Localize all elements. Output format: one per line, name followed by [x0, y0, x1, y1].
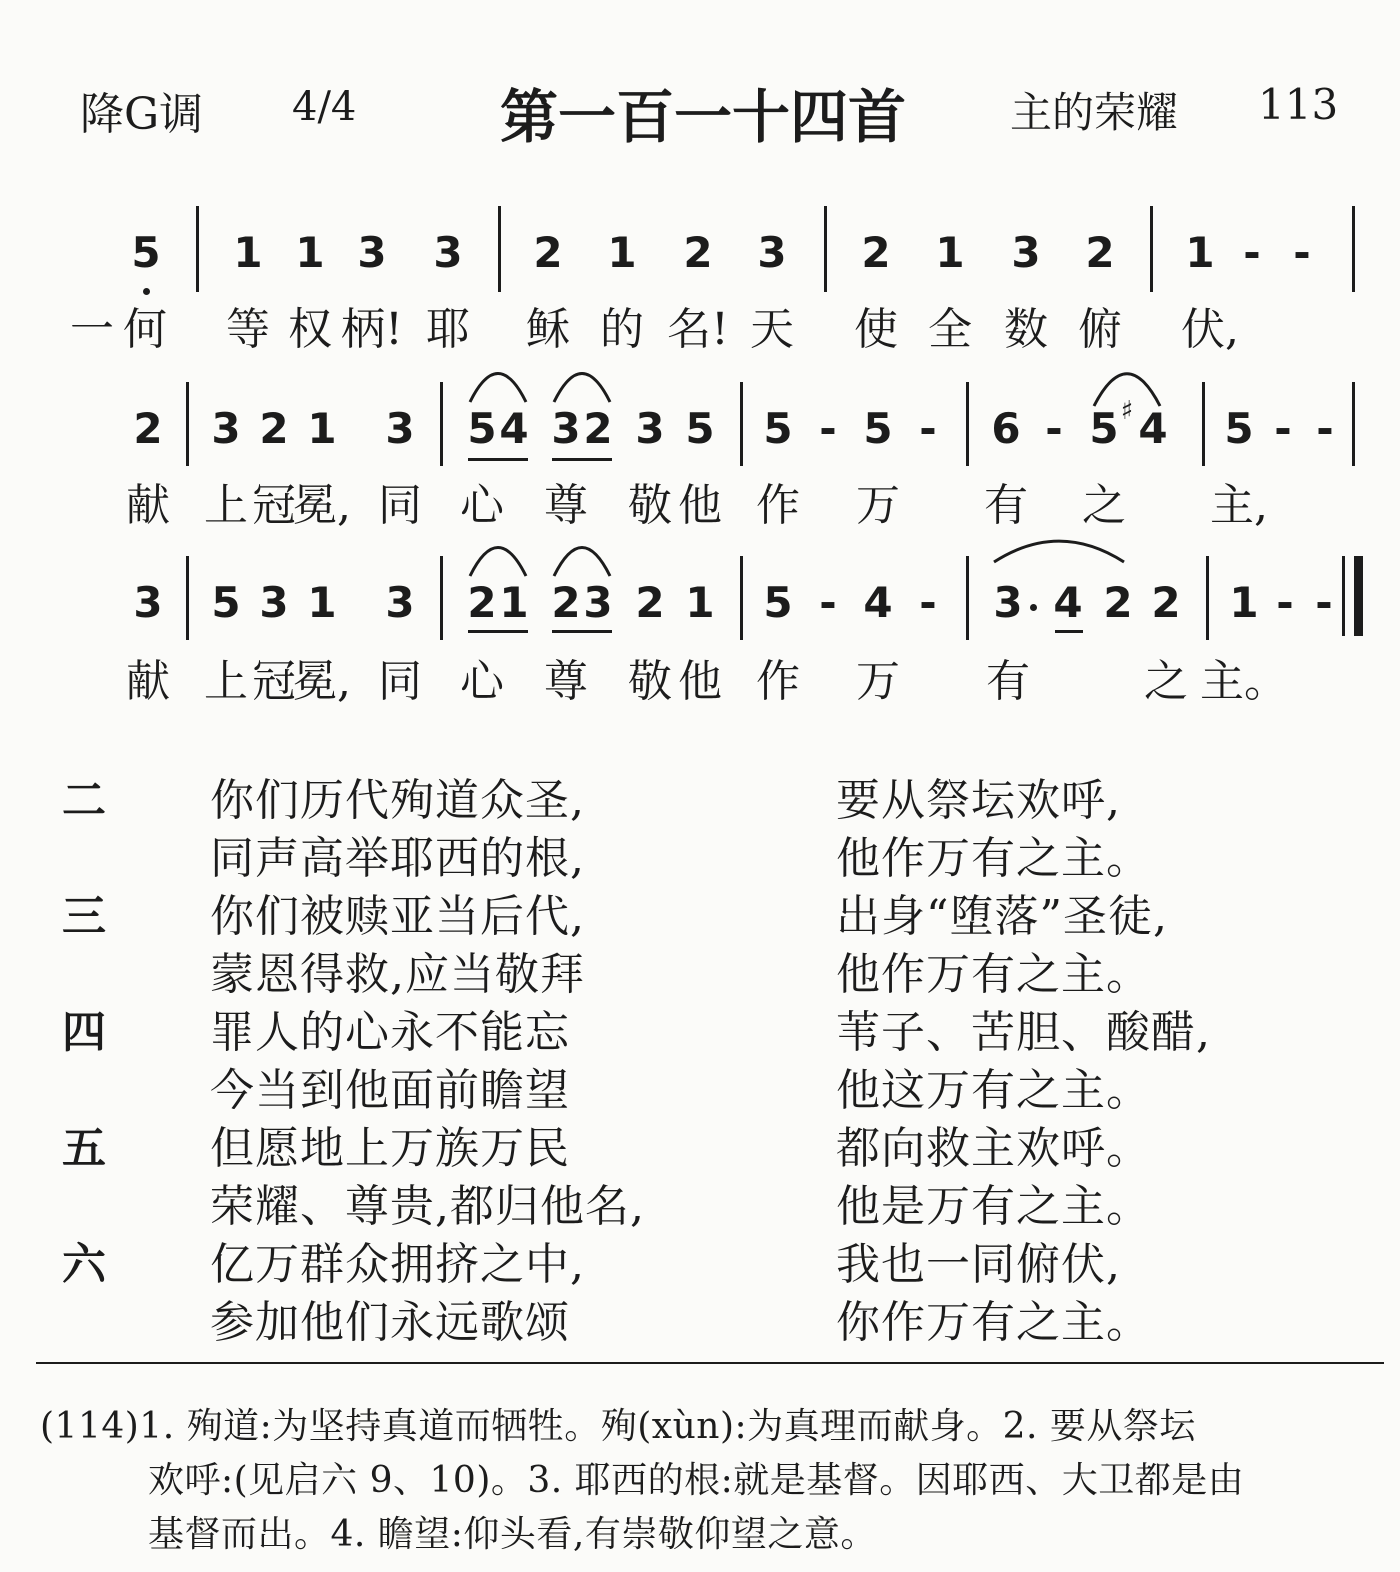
lyric-syllable: 天 [750, 304, 794, 355]
lower-octave-dot [143, 288, 150, 295]
bar-line [440, 556, 443, 640]
bar-line [498, 206, 501, 292]
lyric-syllable: 尊 [544, 656, 588, 707]
note: 2 [1151, 578, 1181, 627]
note: 3 [259, 578, 289, 627]
lyric-syllable: 献 [126, 656, 170, 707]
note: 1 [935, 228, 965, 277]
slur-tie [994, 540, 1124, 562]
verse-line-left: 你们历代殉道众圣, [210, 775, 585, 826]
note: 3 [757, 228, 787, 277]
verse-number: 四 [62, 1007, 106, 1058]
note: 4 [1053, 578, 1083, 627]
note: 6 [991, 404, 1021, 453]
note: - [919, 404, 937, 453]
note: - [1316, 404, 1334, 453]
page-number: 113 [1258, 80, 1339, 129]
eighth-note-underline [552, 630, 612, 633]
note: 5 [131, 228, 161, 277]
note: 1 [685, 578, 715, 627]
note: 2 [533, 228, 563, 277]
note: 1 [233, 228, 263, 277]
verse-line-left: 你们被赎亚当后代, [210, 891, 585, 942]
lyric-syllable: 一 [70, 304, 114, 355]
lyric-syllable: 全 [928, 304, 972, 355]
lyric-syllable: 心 [460, 656, 504, 707]
lyric-syllable: 权 [288, 304, 332, 355]
dotted-note-dot [1030, 604, 1037, 611]
note: 2 [683, 228, 713, 277]
lyric-syllable: 敬 [628, 656, 672, 707]
eighth-note-underline [552, 458, 612, 461]
note: - [1045, 404, 1063, 453]
note: 2 [259, 404, 289, 453]
lyric-syllable: 主, [1210, 480, 1268, 531]
note: - [1243, 228, 1261, 277]
verse-line-right: 你作万有之主。 [836, 1297, 1151, 1348]
lyric-syllable: 冠 [252, 656, 296, 707]
slur-tie [554, 546, 610, 576]
bar-line [966, 382, 969, 466]
note: 2 [551, 578, 581, 627]
slur-tie [554, 372, 610, 402]
note: 2 [861, 228, 891, 277]
note: 3 [635, 404, 665, 453]
bar-line [196, 206, 199, 292]
eighth-note-underline [1055, 630, 1083, 633]
verse-line-right: 他作万有之主。 [836, 833, 1151, 884]
hymn-name: 主的荣耀 [1010, 88, 1179, 137]
lyric-syllable: 柄! [341, 304, 403, 355]
lyric-syllable: 数 [1004, 304, 1048, 355]
final-bar-thin-line [1342, 556, 1345, 636]
verse-line-left: 参加他们永远歌颂 [210, 1297, 570, 1348]
verse-number: 三 [62, 891, 106, 942]
note: 1 [499, 578, 529, 627]
note: 5 [863, 404, 893, 453]
note: - [1274, 404, 1292, 453]
lyric-syllable: 有 [984, 480, 1028, 531]
note: - [1276, 578, 1294, 627]
lyric-syllable: 主。 [1200, 656, 1288, 707]
lyric-syllable: 上 [204, 656, 248, 707]
note: 3 [433, 228, 463, 277]
slur-tie [470, 372, 526, 402]
note: 3 [993, 578, 1023, 627]
lyric-syllable: 俯 [1078, 304, 1122, 355]
note: 2 [635, 578, 665, 627]
lyric-syllable: 敬 [628, 480, 672, 531]
note: 3 [385, 404, 415, 453]
verse-line-right: 出身“堕落”圣徒, [836, 891, 1168, 942]
lyric-syllable: 稣 [526, 304, 570, 355]
note: 5 [1224, 404, 1254, 453]
note: 1 [1185, 228, 1215, 277]
note: - [919, 578, 937, 627]
note: - [819, 404, 837, 453]
bar-line [186, 556, 189, 640]
slur-tie [1094, 372, 1160, 406]
lyric-syllable: 耶 [426, 304, 470, 355]
note: 3 [357, 228, 387, 277]
slur-tie [470, 546, 526, 576]
lyric-syllable: 上 [204, 480, 248, 531]
verse-number: 六 [62, 1239, 106, 1290]
bar-line [1206, 556, 1209, 640]
verse-number: 二 [62, 775, 106, 826]
verse-line-left: 但愿地上万族万民 [210, 1123, 570, 1174]
note: 4 [863, 578, 893, 627]
lyric-syllable: 冕, [293, 480, 351, 531]
bar-line [186, 382, 189, 466]
footnote-divider [36, 1362, 1384, 1364]
note: 3 [133, 578, 163, 627]
verse-line-right: 苇子、苦胆、酸醋, [836, 1007, 1211, 1058]
verse-line-right: 他是万有之主。 [836, 1181, 1151, 1232]
lyric-syllable: 心 [460, 480, 504, 531]
eighth-note-underline [468, 458, 528, 461]
bar-line [1352, 206, 1355, 292]
verse-line-right: 我也一同俯伏, [836, 1239, 1121, 1290]
lyric-syllable: 作 [756, 656, 800, 707]
bar-line [1150, 206, 1153, 292]
note: 1 [607, 228, 637, 277]
note: 5 [685, 404, 715, 453]
note: 3 [551, 404, 581, 453]
verse-line-right: 他作万有之主。 [836, 949, 1151, 1000]
lyric-syllable: 使 [854, 304, 898, 355]
final-bar-line [1354, 556, 1363, 636]
note: 1 [295, 228, 325, 277]
lyric-syllable: 冕, [293, 656, 351, 707]
note: 2 [1085, 228, 1115, 277]
note: - [819, 578, 837, 627]
key-signature: 降G调 [80, 89, 204, 140]
eighth-note-underline [468, 630, 528, 633]
bar-line [740, 382, 743, 466]
verse-line-left: 罪人的心永不能忘 [210, 1007, 570, 1058]
lyric-syllable: 何 [123, 304, 167, 355]
note: 2 [133, 404, 163, 453]
footnote-line-2: 欢呼:(见启六 9、10)。3. 耶西的根:就是基督。因耶西、大卫都是由 [148, 1460, 1245, 1501]
lyric-syllable: 冠 [252, 480, 296, 531]
note: 5 [1089, 404, 1119, 453]
lyric-syllable: 万 [856, 480, 900, 531]
note: 1 [1229, 578, 1259, 627]
lyric-syllable: 他 [678, 656, 722, 707]
note: 4 [499, 404, 529, 453]
lyric-syllable: 之 [1082, 480, 1126, 531]
lyric-syllable: 的 [600, 304, 644, 355]
verse-line-left: 同声高举耶西的根, [210, 833, 585, 884]
lyric-syllable: 有 [986, 656, 1030, 707]
bar-line [740, 556, 743, 640]
note: 1 [307, 578, 337, 627]
verse-number: 五 [62, 1123, 106, 1174]
note: 5 [467, 404, 497, 453]
note: 1 [307, 404, 337, 453]
note: 5 [211, 578, 241, 627]
lyric-syllable: 等 [226, 304, 270, 355]
time-signature: 4/4 [292, 84, 357, 130]
note: 2 [467, 578, 497, 627]
verse-line-left: 蒙恩得救,应当敬拜 [210, 949, 585, 1000]
footnote-line-1: (114)1. 殉道:为坚持真道而牺牲。殉(xùn):为真理而献身。2. 要从祭坛 [40, 1406, 1196, 1447]
lyric-syllable: 同 [378, 656, 422, 707]
note: 5 [763, 404, 793, 453]
note: 3 [385, 578, 415, 627]
hymn-number-title: 第一百一十四首 [500, 83, 907, 151]
note: 2 [583, 404, 613, 453]
lyric-syllable: 他 [678, 480, 722, 531]
verse-line-left: 亿万群众拥挤之中, [210, 1239, 585, 1290]
lyric-syllable: 名! [667, 304, 729, 355]
lyric-syllable: 之 [1144, 656, 1188, 707]
footnote-line-3: 基督而出。4. 瞻望:仰头看,有崇敬仰望之意。 [148, 1514, 877, 1555]
lyric-syllable: 同 [378, 480, 422, 531]
bar-line [1352, 382, 1355, 466]
lyric-syllable: 尊 [544, 480, 588, 531]
note: 5 [763, 578, 793, 627]
verse-line-left: 荣耀、尊贵,都归他名, [210, 1181, 645, 1232]
note: - [1315, 578, 1333, 627]
verse-line-right: 他这万有之主。 [836, 1065, 1151, 1116]
bar-line [440, 382, 443, 466]
note: 2 [1103, 578, 1133, 627]
bar-line [824, 206, 827, 292]
lyric-syllable: 伏, [1181, 304, 1239, 355]
bar-line [1202, 382, 1205, 466]
sharp-sign: ♯ [1120, 396, 1134, 426]
verse-line-right: 要从祭坛欢呼, [836, 775, 1121, 826]
note: - [1293, 228, 1311, 277]
note: 3 [1011, 228, 1041, 277]
note: 3 [583, 578, 613, 627]
note: 3 [211, 404, 241, 453]
lyric-syllable: 献 [126, 480, 170, 531]
verse-line-right: 都向救主欢呼。 [836, 1123, 1151, 1174]
note: 4 [1138, 404, 1168, 453]
lyric-syllable: 万 [856, 656, 900, 707]
verse-line-left: 今当到他面前瞻望 [210, 1065, 570, 1116]
bar-line [966, 556, 969, 640]
lyric-syllable: 作 [756, 480, 800, 531]
